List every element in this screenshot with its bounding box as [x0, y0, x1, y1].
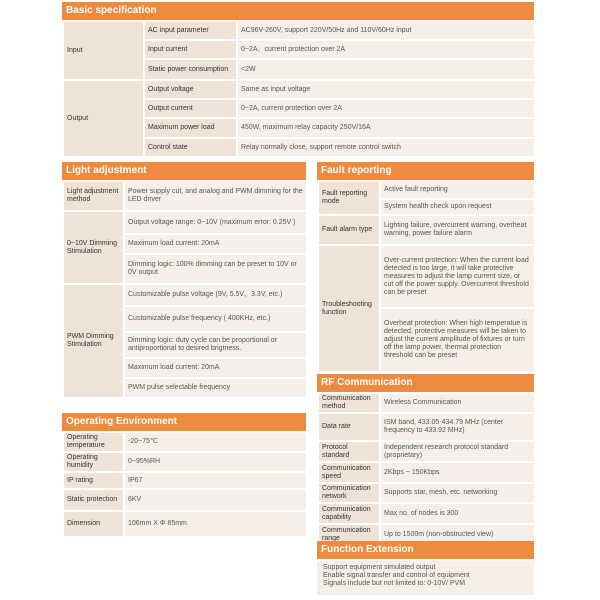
- output-label: Output: [63, 80, 144, 157]
- troubleshooting-item: Over-current protection: When the current load detected is too large, it will take protective measures to adjust the lamp current size, or cut off the power supply. Overcurrent threshold can be preset: [380, 245, 535, 308]
- spec-value: 0~2A、current protection over 2A: [237, 40, 535, 59]
- fault-alarm-value: Lighting failure, overcurrent warning, overheat warning, power failure alarm: [380, 215, 535, 245]
- function-extension-body: [317, 561, 534, 595]
- rf-param: Communication method: [318, 393, 380, 413]
- pwm-item: Dimming logic: duty cycle can be proportional or antiproportional to desired brigtness.: [124, 332, 307, 358]
- fault-reporting-table: [317, 180, 536, 373]
- function-line: Signals include but not limited to: 0-10V/ PVM: [323, 580, 466, 587]
- env-param: IP rating: [63, 472, 124, 489]
- spec-param: Control state: [144, 138, 237, 157]
- rf-param: Protocol standard: [318, 441, 380, 462]
- function-extension-header: Function Extension: [317, 541, 534, 559]
- pwm-item: Maximum load current: 20mA: [124, 358, 307, 378]
- env-value: 106mm X Φ 85mm: [124, 511, 307, 537]
- troubleshooting-item: Overheat protection: When high temperatue is detected, protective measures will be taken to adjust the current amplitude of fixtures or turn off the lamp power, thermal protection threshold can be preset: [380, 308, 535, 372]
- light-adjustment-header: Light adjustment: [62, 162, 306, 180]
- pwm-dimming-label: PWM Dimming Stimulation: [63, 284, 124, 398]
- spec-param: Input current: [144, 40, 237, 59]
- dim-0-10v-label: 0~10V Dimming Stimulation: [63, 211, 124, 284]
- rf-param: Communication range: [318, 524, 380, 545]
- env-param: Operating temperature: [63, 432, 124, 452]
- env-value: IP67: [124, 472, 307, 489]
- rf-value: 2Kbps ~ 150Kbps: [380, 462, 535, 483]
- rf-param: Data rate: [318, 413, 380, 441]
- spec-param: Static power consumption: [144, 59, 237, 80]
- rf-value: ISM band, 433.05-434.79 MHz (center frequency to 433.92 MHz): [380, 413, 535, 441]
- dim-0-10v-item: Output voltage range: 0~10V (maximum error: 0.25V ): [124, 211, 307, 234]
- rf-communication-header: RF Communication: [317, 374, 534, 392]
- function-line: Support equipment simulated output: [323, 564, 436, 571]
- fault-mode-item: System health check upon request: [380, 199, 535, 215]
- fault-mode-label: Fault reporting mode: [318, 181, 380, 215]
- function-line: Enable signal transfer and control of equipment: [323, 572, 470, 579]
- rf-communication-table: [317, 392, 536, 546]
- light-adjustment-table: [62, 180, 308, 399]
- spec-param: AC input parameter: [144, 21, 237, 40]
- fault-alarm-label: Fault alarm type: [318, 215, 380, 245]
- basic-spec-table: [62, 20, 536, 158]
- spec-value: <2W: [237, 59, 535, 80]
- rf-value: Wireless Communication: [380, 393, 535, 413]
- spec-value: AC96V-260V, support 220V/50Hz and 110V/60Hz input: [237, 21, 535, 40]
- rf-param: Communication speed: [318, 462, 380, 483]
- fault-mode-item: Active fault reporting: [380, 181, 535, 199]
- env-param: Operating humidity: [63, 452, 124, 472]
- spec-param: Maximum power load: [144, 118, 237, 138]
- spec-value: Same as input voltage: [237, 80, 535, 99]
- pwm-item: Customizable pulse frequency ( 400KHz, etc.): [124, 306, 307, 332]
- rf-value: Independent research protocol standard (proprietary): [380, 441, 535, 462]
- rf-param: Communication network: [318, 483, 380, 503]
- operating-environment-header: Operating Environment: [62, 413, 306, 431]
- spec-value: Relay normally close, support remote control switch: [237, 138, 535, 157]
- spec-param: Output current: [144, 99, 237, 118]
- rf-value: Max no. of nodes is 300: [380, 503, 535, 524]
- dim-0-10v-item: Dimming logic: 100% dimming can be preset to 10V or 0V output: [124, 254, 307, 284]
- env-value: 0~95%RH: [124, 452, 307, 472]
- operating-environment-table: [62, 431, 308, 538]
- troubleshooting-label: Troubleshooting function: [318, 245, 380, 372]
- pwm-item: Customizable pulse voltage (9V, 5.5V、3.3V, etc.): [124, 284, 307, 306]
- env-value: -20~75℃: [124, 432, 307, 452]
- spec-param: Output voltage: [144, 80, 237, 99]
- basic-spec-header: Basic specification: [62, 2, 534, 20]
- dim-0-10v-item: Maximum load current: 20mA: [124, 234, 307, 254]
- spec-value: 450W, maximum relay capacity 250V/16A: [237, 118, 535, 138]
- light-method-value: Power supply cut, and analog and PWM dimming for the LED driver: [124, 181, 307, 211]
- rf-value: Up to 1500m (non-obstructed view): [380, 524, 535, 545]
- env-param: Dimension: [63, 511, 124, 537]
- light-method-label: Light adjustment method: [63, 181, 124, 211]
- spec-value: 0~2A, current protection over 2A: [237, 99, 535, 118]
- env-value: 6KV: [124, 489, 307, 511]
- fault-reporting-header: Fault reporting: [317, 162, 534, 180]
- rf-value: Supports star, mesh, etc. networking: [380, 483, 535, 503]
- env-param: Static protection: [63, 489, 124, 511]
- pwm-item: PWM pulse selectable frequency: [124, 378, 307, 398]
- input-label: Input: [63, 21, 144, 80]
- rf-param: Communication capability: [318, 503, 380, 524]
